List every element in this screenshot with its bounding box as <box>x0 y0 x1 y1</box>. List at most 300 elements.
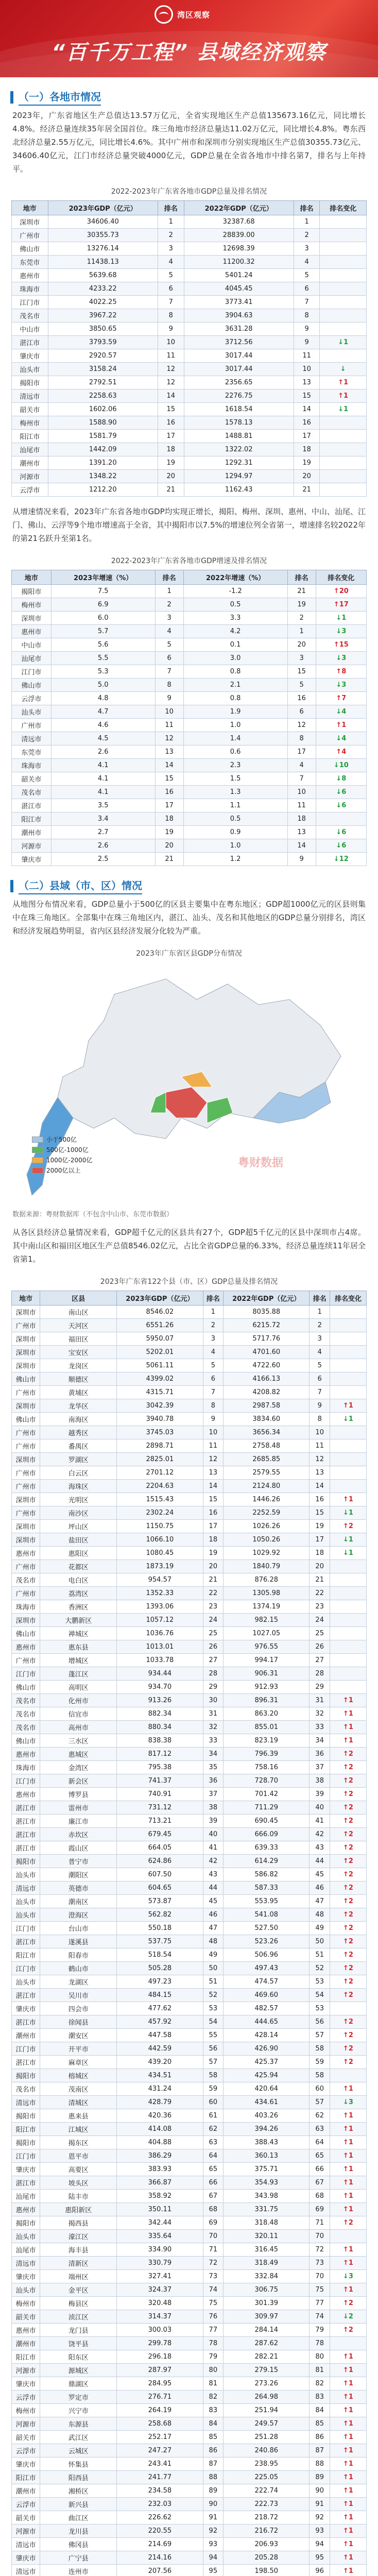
table-cell: 湛江市 <box>12 1815 40 1828</box>
table-cell: 鹤山市 <box>40 1962 117 1975</box>
table-row <box>12 430 367 443</box>
table-cell: 13 <box>155 745 183 759</box>
table-row <box>12 470 367 483</box>
table-cell: 21 <box>155 853 183 866</box>
table-cell: 639.33 <box>224 1841 310 1855</box>
table-cell: 2 <box>155 598 183 612</box>
table-cell: 深圳市 <box>12 1346 40 1359</box>
table-cell: 6 <box>203 1372 224 1386</box>
table-cell: 86 <box>310 2431 330 2444</box>
table-row <box>12 2270 367 2283</box>
table-cell: 遂溪县 <box>40 1935 117 1948</box>
table-cell: 1840.79 <box>224 1560 310 1573</box>
table-row <box>12 2230 367 2243</box>
table-cell: 264.98 <box>224 2391 310 2404</box>
table-cell: 299.78 <box>117 2337 203 2350</box>
table-cell: 韶关市 <box>12 2511 40 2524</box>
table-cell: 江门市 <box>12 1774 40 1788</box>
table-row <box>12 2310 367 2324</box>
table-cell: 4 <box>294 256 320 269</box>
table-cell: 45 <box>310 1868 330 1882</box>
table-cell: 14 <box>158 389 184 403</box>
city-gdp-table <box>11 200 367 497</box>
table-cell: 29 <box>310 1681 330 1694</box>
table-cell: 20 <box>294 470 320 483</box>
table-cell: 711.29 <box>224 1801 310 1815</box>
table-row <box>12 1962 367 1975</box>
table-cell: 2.7 <box>51 826 155 839</box>
table-cell: 24 <box>310 1614 330 1627</box>
table-cell <box>330 1614 367 1627</box>
table-cell: 51 <box>310 1948 330 1962</box>
table-cell: 3904.63 <box>184 309 294 323</box>
table-cell: 2987.58 <box>224 1399 310 1413</box>
table-cell: 珠海市 <box>12 1600 40 1614</box>
table-cell: 49 <box>310 1922 330 1935</box>
table-cell: 1873.19 <box>117 1560 203 1573</box>
table-row <box>12 2350 367 2364</box>
table-cell: 1 <box>155 585 183 598</box>
table-cell: 揭阳市 <box>12 2109 40 2123</box>
table-cell: 954.57 <box>117 1573 203 1587</box>
table-cell: 河源市 <box>12 2417 40 2431</box>
table-cell: 314.37 <box>117 2310 203 2324</box>
table-cell: 1352.33 <box>117 1587 203 1600</box>
paragraph: 从各区县经济总量情况来看，GDP超千亿元的区县共有27个，GDP超5千亿元的区县中深圳市占4席。其中南山区和福田区地区生产总值8546.02亿元，占比全省GDP总量的6.33%，经济总量连续11年居全省第1。 <box>12 1228 366 1264</box>
legend-label: 小于500亿 <box>46 1136 77 1143</box>
legend-swatch <box>32 1167 43 1174</box>
table-cell: ↑2 <box>330 1788 367 1801</box>
table-cell: 24 <box>203 1614 224 1627</box>
table-cell: 1162.43 <box>184 483 294 497</box>
table-cell: 15 <box>203 1493 224 1506</box>
table-cell <box>330 2069 367 2082</box>
table-cell: 232.03 <box>117 2498 203 2511</box>
table-row <box>12 1506 367 1520</box>
table-cell: 揭阳市 <box>12 2136 40 2149</box>
table-header-row <box>12 201 367 215</box>
table-row <box>12 2484 367 2498</box>
table-row <box>12 1372 367 1386</box>
table-cell: 48 <box>203 1935 224 1948</box>
table-cell <box>330 1386 367 1399</box>
table-cell: 434.51 <box>117 2069 203 2082</box>
table-cell: 普宁市 <box>40 1855 117 1868</box>
table-cell: 江门市 <box>12 665 51 679</box>
table-cell: 3.3 <box>183 612 287 625</box>
table-cell: ↓4 <box>316 705 366 719</box>
table-cell: 3042.39 <box>117 1399 203 1413</box>
table-cell: 南山区 <box>40 1306 117 1319</box>
table-cell: ↑2 <box>330 1855 367 1868</box>
table-cell: 4045.45 <box>184 282 294 296</box>
table-cell: 4233.22 <box>48 282 158 296</box>
table-cell: 383.93 <box>117 2163 203 2176</box>
table-cell: 2204.63 <box>117 1480 203 1493</box>
table-cell: 云浮市 <box>12 692 51 705</box>
banner-logo <box>154 3 224 26</box>
table-cell: ↑1 <box>330 2524 367 2538</box>
table-cell: ↑2 <box>330 1962 367 1975</box>
table-cell: ↓6 <box>316 786 366 799</box>
table-cell: 12698.39 <box>184 242 294 256</box>
table-cell: 53 <box>203 2002 224 2015</box>
table-cell: 8 <box>287 732 316 745</box>
table-cell: 南海区 <box>40 1413 117 1426</box>
table-cell: ↑2 <box>330 2324 367 2337</box>
table-cell: ↓1 <box>320 403 367 416</box>
table-cell: 58 <box>310 2042 330 2056</box>
table-cell: 2579.55 <box>224 1466 310 1480</box>
table-header-row <box>12 570 367 585</box>
table-cell: 东莞市 <box>12 745 51 759</box>
table-cell <box>320 269 367 282</box>
table-cell: 214.16 <box>117 2551 203 2565</box>
banner <box>0 0 378 77</box>
table-cell: 740.91 <box>117 1788 203 1801</box>
column-header: 地市 <box>12 201 48 215</box>
table-row <box>12 2056 367 2069</box>
table-cell: 225.05 <box>224 2471 310 2484</box>
table-cell: 358.92 <box>117 2190 203 2203</box>
table-cell: 880.34 <box>117 1721 203 1734</box>
table-cell: ↑2 <box>330 2015 367 2029</box>
table-cell: ↑1 <box>330 1399 367 1413</box>
table-cell: 10 <box>287 786 316 799</box>
table-cell: 0.5 <box>183 598 287 612</box>
table-cell: 0.6 <box>183 745 287 759</box>
table-cell: 690.45 <box>224 1815 310 1828</box>
table-cell: ↓8 <box>316 772 366 786</box>
table-cell: 1.1 <box>183 799 287 812</box>
table-cell: 陆丰市 <box>40 2190 117 2203</box>
table-cell: 16 <box>287 692 316 705</box>
table-cell: 32387.68 <box>184 215 294 229</box>
table-cell <box>330 1560 367 1573</box>
table-cell: 惠州市 <box>12 1640 40 1654</box>
table-cell: 10 <box>155 705 183 719</box>
table-cell: 广州市 <box>12 1319 40 1332</box>
table-cell: 335.64 <box>117 2230 203 2243</box>
table-cell: ↑1 <box>330 2283 367 2297</box>
table-cell: 258.68 <box>117 2417 203 2431</box>
legend-item <box>32 1135 92 1144</box>
table-cell: 江门市 <box>12 2042 40 2056</box>
table-cell: 93 <box>203 2538 224 2551</box>
table-cell: 2701.12 <box>117 1466 203 1480</box>
table-cell: 48 <box>310 1908 330 1922</box>
table-cell: 湛江市 <box>12 1801 40 1815</box>
table-cell: 84 <box>310 2404 330 2417</box>
table-cell: ↑2 <box>330 1520 367 1533</box>
table-cell: 澄海区 <box>40 1908 117 1922</box>
column-header: 2023年GDP（亿元） <box>48 201 158 215</box>
table-cell: 8546.02 <box>117 1306 203 1319</box>
table-cell: 5639.68 <box>48 269 158 282</box>
table-cell <box>330 1346 367 1359</box>
table-cell: ↑1 <box>330 2551 367 2565</box>
table-cell: 425.94 <box>224 2069 310 2082</box>
table-cell: 78 <box>310 2337 330 2350</box>
table-cell: 3.5 <box>51 799 155 812</box>
table-cell: 揭阳市 <box>12 2069 40 2082</box>
table-cell: 4166.13 <box>224 1372 310 1386</box>
table-cell: 220.55 <box>117 2524 203 2538</box>
table-cell: 湛江市 <box>12 1841 40 1855</box>
table-cell: 54 <box>203 2015 224 2029</box>
table-cell: ↓6 <box>316 826 366 839</box>
table-cell <box>330 1654 367 1667</box>
table-cell: 汕尾市 <box>12 2190 40 2203</box>
table-row <box>12 2190 367 2203</box>
table-cell: ↑4 <box>316 745 366 759</box>
table-cell: 福田区 <box>40 1332 117 1346</box>
table-cell: ↑1 <box>330 2163 367 2176</box>
table-cell: 243.41 <box>117 2458 203 2471</box>
table-cell: 0.8 <box>183 692 287 705</box>
logo-text: 湾区观察 <box>177 10 211 20</box>
table-cell: 64 <box>203 2149 224 2163</box>
table-cell: 清城区 <box>40 2096 117 2109</box>
table-cell: 9 <box>287 853 316 866</box>
table-cell: 249.57 <box>224 2417 310 2431</box>
table-cell: 40 <box>310 1801 330 1815</box>
table-cell: ↑1 <box>320 376 367 389</box>
table-cell: 218.72 <box>224 2511 310 2524</box>
table-cell: 1150.75 <box>117 1520 203 1533</box>
table-cell: 16 <box>158 416 184 430</box>
table-cell: 817.12 <box>117 1748 203 1761</box>
table-cell <box>330 2002 367 2015</box>
table-cell: 1036.76 <box>117 1627 203 1640</box>
table-cell: 18 <box>294 443 320 456</box>
table-cell <box>330 2337 367 2350</box>
table-cell: 553.95 <box>224 1895 310 1908</box>
table-cell: 汕头市 <box>12 2283 40 2297</box>
table-cell: 深圳市 <box>12 1520 40 1533</box>
table-cell: 深圳市 <box>12 1614 40 1627</box>
table-row <box>12 1386 367 1399</box>
table-cell: 15 <box>294 389 320 403</box>
table-cell: 273.26 <box>224 2377 310 2391</box>
table-cell: 阳江市 <box>12 1948 40 1962</box>
table-cell <box>330 1453 367 1466</box>
table-cell: 1618.54 <box>184 403 294 416</box>
table-row <box>12 759 367 772</box>
table-cell: 27 <box>310 1654 330 1667</box>
table-cell: ↑2 <box>330 1801 367 1815</box>
table-cell: 茂名市 <box>12 786 51 799</box>
table-row <box>12 1627 367 1640</box>
table-cell: 潮州市 <box>12 456 48 470</box>
table-cell <box>320 349 367 363</box>
table-row <box>12 1547 367 1560</box>
table-cell: 838.38 <box>117 1734 203 1748</box>
table-cell: 中山市 <box>12 638 51 652</box>
table-cell: 湛江市 <box>12 2015 40 2029</box>
banner-title: “百千万工程” 县域经济观察 <box>51 41 327 64</box>
table-cell: 11200.32 <box>184 256 294 269</box>
table-cell: 16 <box>203 1506 224 1520</box>
table-row <box>12 772 367 786</box>
table-cell <box>330 1480 367 1493</box>
table-cell: 濠江区 <box>40 2230 117 2243</box>
table-cell: 32 <box>310 1707 330 1721</box>
table-cell: 994.17 <box>224 1654 310 1667</box>
table-cell: 57 <box>310 2096 330 2109</box>
table-cell: ↑1 <box>330 2511 367 2524</box>
table-cell: 92 <box>310 2511 330 2524</box>
table-cell: 7 <box>203 1386 224 1399</box>
table-cell: ↑2 <box>330 1908 367 1922</box>
table-row <box>12 826 367 839</box>
table-cell: ↑2 <box>330 1922 367 1935</box>
table-cell: 惠州市 <box>12 1547 40 1560</box>
table-cell: 17 <box>287 745 316 759</box>
table-cell: 13 <box>203 1466 224 1480</box>
table-cell <box>330 1439 367 1453</box>
table-cell: 70 <box>310 2230 330 2243</box>
table-cell: 龙岗区 <box>40 1359 117 1372</box>
column-header: 地市 <box>12 570 51 585</box>
table-cell: 896.31 <box>224 1694 310 1707</box>
table-cell: 清远市 <box>12 2538 40 2551</box>
table-cell: 62 <box>310 2109 330 2123</box>
table-cell: 佛山市 <box>12 242 48 256</box>
table-cell: 6215.72 <box>224 1319 310 1332</box>
table-cell: 梅州市 <box>12 2297 40 2310</box>
table-cell: 74 <box>310 2310 330 2324</box>
table-cell: 新会区 <box>40 1774 117 1788</box>
table-cell: 惠州市 <box>12 2324 40 2337</box>
table-row <box>12 1734 367 1748</box>
table-cell: 216.72 <box>224 2524 310 2538</box>
table-cell: 11 <box>310 1439 330 1453</box>
table-cell: 6551.26 <box>117 1319 203 1332</box>
table-cell: 19 <box>294 456 320 470</box>
table-cell: 206.93 <box>224 2538 310 2551</box>
table-cell: 潮州市 <box>12 2484 40 2498</box>
table-cell: 439.20 <box>117 2056 203 2069</box>
table-cell: 39 <box>203 1815 224 1828</box>
table-cell: ↑1 <box>330 1694 367 1707</box>
table-cell: ↑1 <box>330 2082 367 2096</box>
table-cell: ↑1 <box>330 2417 367 2431</box>
column-header: 地市 <box>12 1291 40 1306</box>
table-cell: 26 <box>310 1640 330 1654</box>
table-cell <box>330 1426 367 1439</box>
table-cell <box>316 812 366 826</box>
table-cell: 40 <box>203 1828 224 1841</box>
table-cell: 湘桥区 <box>40 2484 117 2498</box>
table-cell: 222.74 <box>224 2484 310 2498</box>
table-row <box>12 1748 367 1761</box>
table-cell: 高明区 <box>40 1681 117 1694</box>
table-cell: 曲江区 <box>40 2511 117 2524</box>
table-cell: 85 <box>203 2431 224 2444</box>
table-cell: 19 <box>203 1547 224 1560</box>
table-cell: 4.1 <box>51 786 155 799</box>
table-cell: 广州市 <box>12 1587 40 1600</box>
table-cell: 1292.31 <box>184 456 294 470</box>
table-cell: 81 <box>310 2364 330 2377</box>
table-cell: 3 <box>203 1332 224 1346</box>
table-row <box>12 2136 367 2149</box>
table-cell: 403.26 <box>224 2109 310 2123</box>
table-cell: 11 <box>287 799 316 812</box>
table-row <box>12 416 367 430</box>
table-cell: 佛山市 <box>12 1413 40 1426</box>
table-cell: 4.1 <box>51 759 155 772</box>
table-cell: 4.1 <box>51 772 155 786</box>
column-header: 2023年增速（%） <box>51 570 155 585</box>
table-cell: 江门市 <box>12 1962 40 1975</box>
table-cell: 12 <box>287 719 316 732</box>
table-row <box>12 1573 367 1587</box>
table-cell: 16 <box>155 786 183 799</box>
table-row <box>12 1774 367 1788</box>
table-cell: 南沙区 <box>40 1506 117 1520</box>
table-cell: 湛江市 <box>12 2176 40 2190</box>
table-cell: 英德市 <box>40 1882 117 1895</box>
table-cell: 湛江市 <box>12 1989 40 2002</box>
table-cell: 1 <box>294 215 320 229</box>
table-row <box>12 2498 367 2511</box>
table-cell: 428.14 <box>224 2029 310 2042</box>
table-cell: 潮州市 <box>12 2337 40 2350</box>
column-header: 排名 <box>203 1291 224 1306</box>
table-row <box>12 2029 367 2042</box>
table-cell: 坡头区 <box>40 2176 117 2190</box>
table-cell: 揭西县 <box>40 2216 117 2230</box>
table-row <box>12 1788 367 1801</box>
table-cell: 58 <box>310 2069 330 2082</box>
table-cell: 36 <box>310 1748 330 1761</box>
table-cell: 442.59 <box>117 2042 203 2056</box>
table-cell: 71 <box>203 2243 224 2257</box>
table-cell: 深圳市 <box>12 215 48 229</box>
table-row <box>12 1908 367 1922</box>
table-cell: ↑2 <box>330 2056 367 2069</box>
table-cell: 四会市 <box>40 2002 117 2015</box>
table-cell: 287.62 <box>224 2337 310 2350</box>
table-cell: 19 <box>310 1520 330 1533</box>
table-cell: 赤坎区 <box>40 1828 117 1841</box>
table-cell: 茂名市 <box>12 309 48 323</box>
table-cell: 5.7 <box>51 625 155 638</box>
table-cell: 2685.85 <box>224 1453 310 1466</box>
table-row <box>12 1640 367 1654</box>
table-cell: 开平市 <box>40 2042 117 2056</box>
table-cell: 318.48 <box>224 2216 310 2230</box>
column-header: 排名 <box>155 570 183 585</box>
table-cell: 广宁县 <box>40 2551 117 2565</box>
table-row <box>12 1533 367 1547</box>
table-row <box>12 1600 367 1614</box>
table-cell: 广州市 <box>12 1466 40 1480</box>
table-cell: 80 <box>203 2364 224 2377</box>
table-cell: 韶关市 <box>12 772 51 786</box>
table-cell: 7 <box>155 665 183 679</box>
table-cell: 444.65 <box>224 2015 310 2029</box>
table-cell: 79 <box>310 2324 330 2337</box>
table-cell: 41 <box>310 1815 330 1828</box>
table-cell: 肇庆市 <box>12 2551 40 2565</box>
table-cell: 50 <box>310 1935 330 1948</box>
table-cell: 20 <box>158 470 184 483</box>
table-cell: 21 <box>287 585 316 598</box>
table-cell: 龙湖区 <box>40 1975 117 1989</box>
